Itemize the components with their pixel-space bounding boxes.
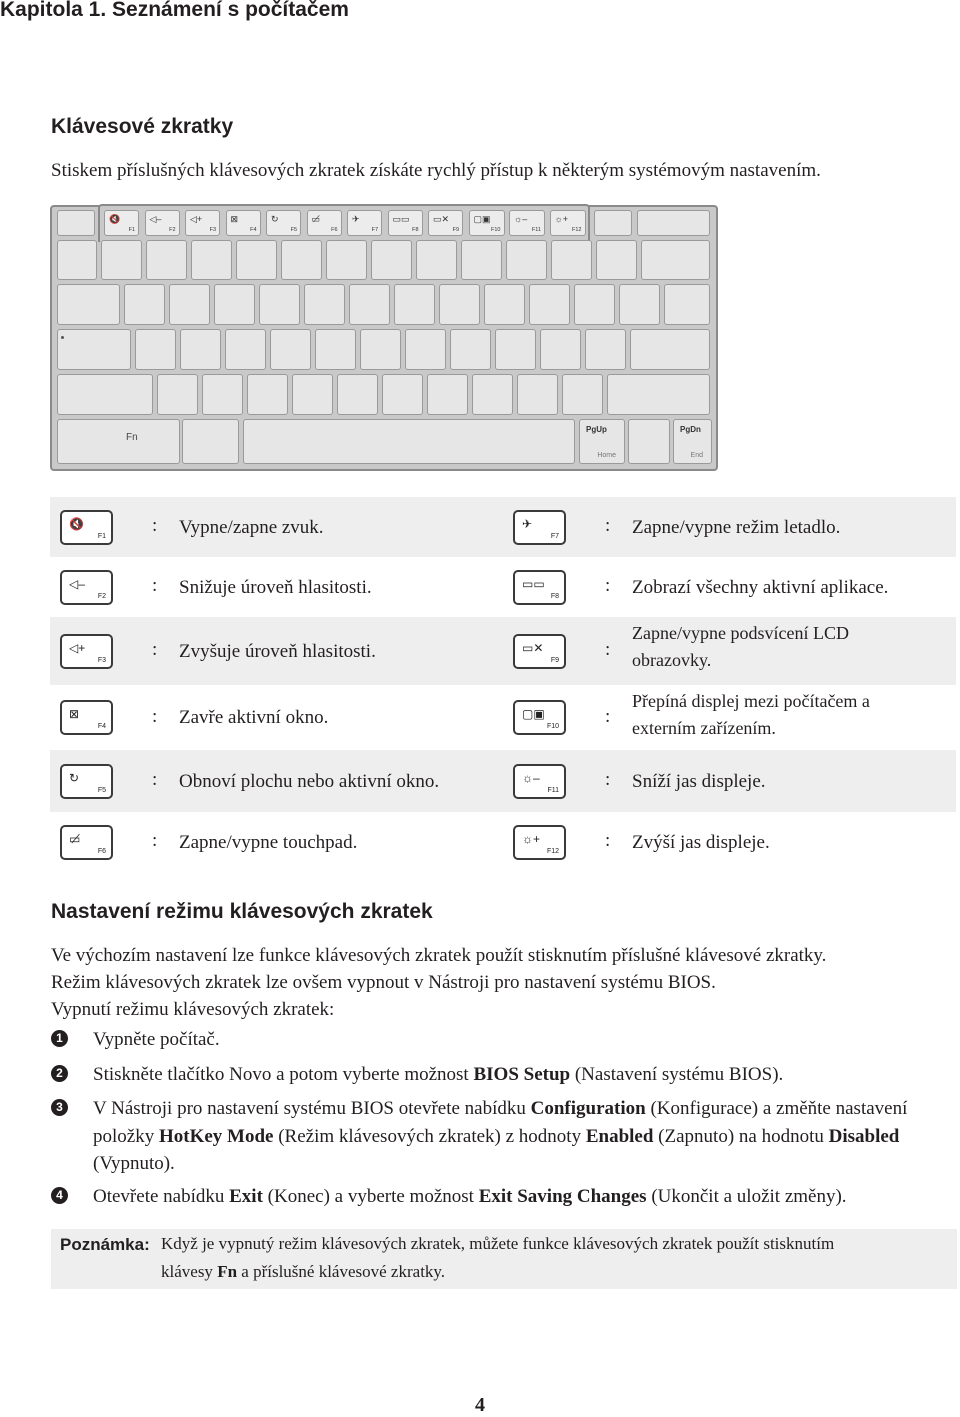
- function-key-f3: [185, 210, 220, 236]
- function-key-f12: [550, 210, 586, 236]
- keyboard-key: [472, 374, 513, 415]
- legend-key-f7: [513, 510, 566, 545]
- paragraph-disable: Vypnutí režimu klávesových zkratek:: [51, 999, 335, 1020]
- legend-key-f1-icon: 🔇: [69, 517, 84, 531]
- legend-description: Zvyšuje úroveň hlasitosti.: [179, 641, 376, 662]
- legend-key-f6: [60, 825, 113, 860]
- keyboard-key: [607, 374, 710, 415]
- pgup-key: [579, 419, 625, 464]
- legend-key-f4: [60, 700, 113, 735]
- keyboard-key: [394, 284, 435, 325]
- function-key-f11-icon: ☼–: [514, 214, 528, 224]
- legend-row: [50, 812, 956, 872]
- keyboard-key: [562, 374, 603, 415]
- note-label: Poznámka:: [60, 1235, 150, 1254]
- legend-description-line: obrazovky.: [632, 650, 712, 670]
- step-bold-term: Configuration: [530, 1098, 646, 1119]
- keyboard-key: [641, 240, 710, 280]
- function-key-f6-icon: ▭̸: [311, 214, 321, 224]
- keyboard-key: [594, 210, 632, 236]
- step-text-part: Stiskněte tlačítko Novo a potom vyberte možnost: [93, 1064, 474, 1085]
- pgup-label: PgUp: [586, 425, 607, 434]
- legend-description: [632, 688, 870, 742]
- function-key-label: F11: [531, 227, 541, 233]
- keyboard-key: [124, 284, 165, 325]
- legend-row: [50, 685, 956, 750]
- keyboard-key: [247, 374, 288, 415]
- step-bold-term: BIOS Setup: [473, 1064, 571, 1085]
- keyboard-key: [517, 374, 558, 415]
- legend-key-label: F8: [550, 593, 559, 600]
- legend-description-line: Zapne/vypne podsvícení LCD: [632, 623, 849, 643]
- legend-colon: :: [152, 575, 158, 596]
- legend-key-f9-icon: ▭✕: [522, 641, 544, 655]
- legend-key-f2: [60, 570, 113, 605]
- keyboard-key: [540, 329, 581, 370]
- keyboard-key: [191, 240, 232, 280]
- legend-key-label: F10: [546, 723, 559, 730]
- step-number-badge: 3: [51, 1099, 68, 1116]
- function-key-f5: [266, 210, 301, 236]
- step-text: [93, 1026, 953, 1054]
- legend-key-label: F7: [550, 533, 559, 540]
- keyboard-key: [619, 284, 660, 325]
- pgdn-key: [673, 419, 712, 464]
- legend-description: Sníží jas displeje.: [632, 771, 766, 792]
- function-key-label: F12: [572, 227, 582, 233]
- keyboard-key: [371, 240, 412, 280]
- step-bold-term: Exit: [229, 1186, 263, 1207]
- function-key-f8-icon: ▭▭: [392, 214, 410, 224]
- paragraph-default: Ve výchozím nastavení lze funkce klávesových zkratek použít stisknutím příslušné klávesové zkratky.: [51, 945, 827, 966]
- function-key-label: F1: [128, 227, 135, 233]
- legend-description: [632, 620, 849, 674]
- keyboard-key: [304, 284, 345, 325]
- keyboard-key: [57, 329, 131, 370]
- keyboard-key: [57, 284, 120, 325]
- legend-colon: :: [152, 706, 158, 727]
- keyboard-key: [630, 329, 710, 370]
- keyboard-key: [461, 240, 502, 280]
- function-key-label: F7: [371, 227, 378, 233]
- pgdn-label: PgDn: [680, 425, 701, 434]
- function-key-f6: [307, 210, 342, 236]
- step-text: [93, 1183, 953, 1211]
- keyboard-key: [292, 374, 333, 415]
- function-key-f10: [469, 210, 505, 236]
- section-title-hotkey-mode: Nastavení režimu klávesových zkratek: [51, 900, 433, 923]
- keyboard-key: [182, 419, 239, 464]
- note-text: a příslušné klávesové zkratky.: [237, 1262, 446, 1281]
- keyboard-key: [360, 329, 401, 370]
- legend-description: Zobrazí všechny aktivní aplikace.: [632, 577, 889, 598]
- step-text-part: (Zapnuto) na hodnotu: [653, 1125, 829, 1147]
- function-key-label: F4: [250, 227, 257, 233]
- legend-colon: :: [605, 830, 611, 851]
- step-text-part: Otevřete nabídku: [93, 1186, 230, 1207]
- function-key-f9: [428, 210, 463, 236]
- keyboard-key: [225, 329, 266, 370]
- keyboard-key: [315, 329, 356, 370]
- note-line-1: Když je vypnutý režim klávesových zkratek, můžete funkce klávesových zkratek použít stisknutím: [161, 1234, 835, 1253]
- keyboard-key: [529, 284, 570, 325]
- legend-key-f10: [513, 700, 566, 735]
- keyboard-key: [259, 284, 300, 325]
- step-text-part: (Ukončit a uložit změny).: [646, 1186, 847, 1207]
- fn-key: [57, 419, 180, 464]
- legend-key-f8: [513, 570, 566, 605]
- keyboard-key: [157, 374, 198, 415]
- function-key-label: F9: [452, 227, 459, 233]
- keyboard-key: [628, 419, 670, 464]
- keyboard-key: [281, 240, 322, 280]
- caps-lock-indicator: [61, 336, 64, 339]
- keyboard-key: [450, 329, 491, 370]
- legend-row: [50, 750, 956, 812]
- step-text: [93, 1095, 953, 1178]
- function-key-f4-icon: ⊠: [230, 214, 239, 224]
- legend-key-f3: [60, 634, 113, 669]
- legend-colon: :: [152, 515, 158, 536]
- step-number-badge: 4: [51, 1187, 68, 1204]
- legend-key-label: F11: [547, 787, 559, 794]
- end-label: End: [690, 452, 703, 459]
- step-bold-term: HotKey Mode: [158, 1125, 274, 1147]
- keyboard-key: [57, 240, 97, 280]
- note-box: [51, 1229, 957, 1289]
- page-number: 4: [475, 1394, 485, 1416]
- section-title-hotkeys: Klávesové zkratky: [51, 115, 234, 138]
- legend-row: [50, 497, 956, 557]
- legend-key-label: F12: [546, 848, 559, 855]
- note-fn-key: Fn: [217, 1262, 238, 1281]
- function-key-f3-icon: ◁+: [190, 214, 203, 224]
- keyboard-key: [427, 374, 468, 415]
- legend-key-f11: [513, 764, 566, 799]
- step-text-part: (Konec) a vyberte možnost: [262, 1186, 479, 1207]
- legend-key-f10-icon: ▢▣: [522, 707, 545, 721]
- legend-key-f12-icon: ☼+: [522, 832, 541, 846]
- legend-key-f4-icon: ⊠: [69, 707, 80, 721]
- keyboard-key: [574, 284, 615, 325]
- function-key-f1: [104, 210, 139, 236]
- function-key-f1-icon: 🔇: [109, 214, 121, 224]
- legend-key-f1: [60, 510, 113, 545]
- function-key-f12-icon: ☼+: [554, 214, 569, 224]
- legend-key-label: F2: [97, 593, 106, 600]
- keyboard-key: [382, 374, 423, 415]
- keyboard-key: [637, 210, 710, 236]
- function-key-label: F10: [491, 227, 501, 233]
- function-key-f7: [347, 210, 382, 236]
- chapter-title: Kapitola 1. Seznámení s počítačem: [0, 0, 349, 21]
- keyboard-key: [585, 329, 626, 370]
- legend-key-f11-icon: ☼–: [522, 771, 540, 785]
- legend-colon: :: [605, 706, 611, 727]
- legend-key-label: F5: [97, 787, 106, 794]
- legend-colon: :: [152, 639, 158, 660]
- legend-key-f5-icon: ↻: [69, 771, 80, 785]
- legend-colon: :: [605, 515, 611, 536]
- step-text-part: (Vypnuto).: [93, 1153, 175, 1174]
- paragraph-bios: Režim klávesových zkratek lze ovšem vypnout v Nástroji pro nastavení systému BIOS.: [51, 972, 716, 993]
- step-text-part: (Konfigurace) a změňte nastavení položky: [93, 1098, 908, 1147]
- legend-key-f8-icon: ▭▭: [522, 577, 545, 591]
- step-number-badge: 1: [51, 1030, 68, 1047]
- keyboard-key: [664, 284, 710, 325]
- keyboard-key: [337, 374, 378, 415]
- step-bold-term: Enabled: [585, 1125, 654, 1147]
- note-line-2: [161, 1262, 445, 1282]
- legend-key-label: F3: [97, 657, 106, 664]
- keyboard-key: [57, 374, 153, 415]
- legend-key-f3-icon: ◁+: [69, 641, 86, 655]
- function-key-label: F2: [169, 227, 176, 233]
- legend-key-f7-icon: ✈: [522, 517, 533, 531]
- step-text-part: (Nastavení systému BIOS).: [570, 1064, 784, 1085]
- keyboard-key: [326, 240, 367, 280]
- step-text-part: V Nástroji pro nastavení systému BIOS otevřete nabídku: [93, 1098, 531, 1119]
- legend-description-line: externím zařízením.: [632, 718, 776, 738]
- function-key-label: F5: [290, 227, 297, 233]
- legend-key-f6-icon: ▭̸: [69, 832, 81, 846]
- step-text: [93, 1061, 953, 1089]
- keyboard-key: [214, 284, 255, 325]
- legend-colon: :: [152, 769, 158, 790]
- legend-description: Vypne/zapne zvuk.: [179, 517, 324, 538]
- function-key-f10-icon: ▢▣: [473, 214, 491, 224]
- legend-key-f9: [513, 634, 566, 669]
- keyboard-key: [416, 240, 457, 280]
- keyboard-key: [439, 284, 480, 325]
- keyboard-key: [135, 329, 176, 370]
- legend-row: [50, 557, 956, 617]
- legend-description: Zavře aktivní okno.: [179, 707, 329, 728]
- keyboard-key: [101, 240, 142, 280]
- function-key-f4: [226, 210, 261, 236]
- function-key-f11: [509, 210, 545, 236]
- keyboard-key: [506, 240, 547, 280]
- legend-key-label: F4: [97, 723, 106, 730]
- legend-key-f2-icon: ◁–: [69, 577, 85, 591]
- legend-key-label: F9: [550, 657, 559, 664]
- step-bold-term: Exit Saving Changes: [478, 1186, 647, 1207]
- legend-description-line: Přepíná displej mezi počítačem a: [632, 691, 870, 711]
- legend-key-label: F6: [97, 848, 106, 855]
- fn-key-label: Fn: [126, 432, 138, 443]
- legend-description: Zvýší jas displeje.: [632, 832, 770, 853]
- keyboard-key: [243, 419, 575, 464]
- function-key-f9-icon: ▭✕: [433, 214, 450, 224]
- step-number-badge: 2: [51, 1065, 68, 1082]
- step-text-part: (Režim klávesových zkratek) z hodnoty: [273, 1125, 586, 1147]
- keyboard-key: [180, 329, 221, 370]
- keyboard-key: [405, 329, 446, 370]
- intro-paragraph: Stiskem příslušných klávesových zkratek získáte rychlý přístup k některým systémovým nastavením.: [51, 160, 821, 181]
- keyboard-key: [551, 240, 592, 280]
- step-text-part: Vypněte počítač.: [93, 1029, 220, 1050]
- legend-description: Zapne/vypne touchpad.: [179, 832, 358, 853]
- keyboard-key: [146, 240, 187, 280]
- function-key-f7-icon: ✈: [352, 214, 360, 224]
- legend-row: [50, 617, 956, 685]
- legend-key-label: F1: [97, 533, 106, 540]
- legend-colon: :: [605, 769, 611, 790]
- legend-colon: :: [605, 575, 611, 596]
- keyboard-key: [202, 374, 243, 415]
- legend-colon: :: [605, 639, 611, 660]
- legend-description: Snižuje úroveň hlasitosti.: [179, 577, 372, 598]
- note-text: klávesy: [161, 1262, 218, 1281]
- legend-description: Obnoví plochu nebo aktivní okno.: [179, 771, 440, 792]
- step-bold-term: Disabled: [828, 1125, 900, 1147]
- keyboard-key: [270, 329, 311, 370]
- keyboard-key: [236, 240, 277, 280]
- keyboard-key: [596, 240, 637, 280]
- function-key-f2: [145, 210, 180, 236]
- keyboard-key: [349, 284, 390, 325]
- function-key-label: F8: [412, 227, 419, 233]
- function-key-f2-icon: ◁–: [149, 214, 162, 224]
- legend-description: Zapne/vypne režim letadlo.: [632, 517, 841, 538]
- home-label: Home: [597, 452, 616, 459]
- function-key-label: F6: [331, 227, 338, 233]
- keyboard-key: [57, 210, 95, 236]
- keyboard-key: [169, 284, 210, 325]
- legend-key-f5: [60, 764, 113, 799]
- function-key-label: F3: [209, 227, 216, 233]
- legend-key-f12: [513, 825, 566, 860]
- function-key-f8: [388, 210, 423, 236]
- keyboard-key: [495, 329, 536, 370]
- keyboard-key: [484, 284, 525, 325]
- legend-colon: :: [152, 830, 158, 851]
- function-key-f5-icon: ↻: [271, 214, 279, 224]
